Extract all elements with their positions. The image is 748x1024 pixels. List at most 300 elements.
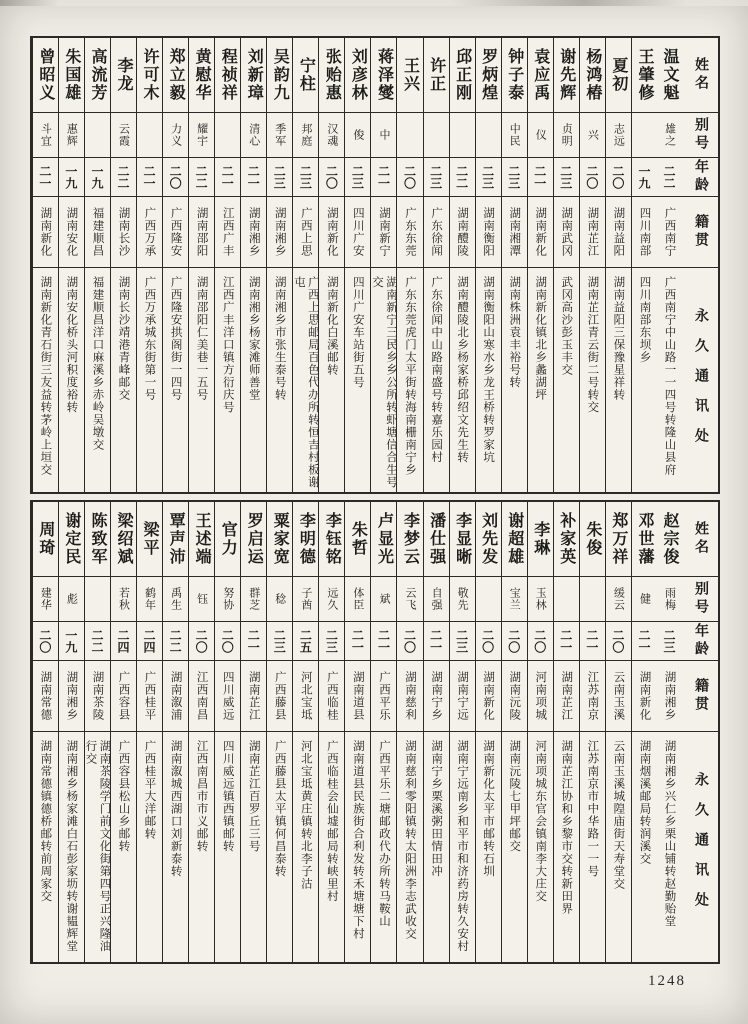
person-column [423, 502, 449, 962]
person-name: 许可木 [141, 48, 159, 102]
person-alias: 群芝 [241, 576, 266, 621]
header-origin-label: 籍贯 [682, 196, 718, 267]
person-address: 湖南新宁三民乡乡公所转虾塘信合生号交 [371, 267, 396, 492]
person-origin: 湖南新化 [476, 660, 501, 731]
person-age: 二四 [137, 621, 162, 660]
person-origin: 广东徐闻 [424, 196, 449, 267]
person-age: 二五 [293, 621, 318, 660]
person-name: 粟家宽 [271, 512, 289, 566]
page-number: 1248 [648, 973, 686, 989]
person-age: 二三 [345, 157, 370, 196]
person-column [657, 38, 682, 492]
person-column [188, 38, 214, 492]
person-name: 袁应禹 [531, 48, 549, 102]
person-name: 夏初 [609, 57, 627, 93]
person-name: 周琦 [36, 521, 54, 557]
person-origin: 湖南常德 [33, 660, 58, 731]
person-name: 覃声沛 [167, 512, 185, 566]
person-alias: 志远 [606, 112, 631, 157]
person-name: 刘新璋 [245, 48, 263, 102]
person-origin: 湖南芷江 [241, 660, 266, 731]
person-alias: 禹生 [163, 576, 188, 621]
person-origin: 湖南芷江 [554, 660, 579, 731]
person-alias: 彪 [59, 576, 84, 621]
person-age: 二〇 [33, 621, 58, 660]
person-age: 二三 [267, 157, 292, 196]
person-alias: 斗宜 [33, 112, 58, 157]
person-name: 罗启运 [245, 512, 263, 566]
person-age: 二三 [554, 157, 579, 196]
person-origin: 广西桂平 [137, 660, 162, 731]
person-alias [215, 112, 240, 157]
person-address: 河南项城东官会镇南李大庄交 [528, 731, 553, 962]
person-age: 二三 [319, 621, 344, 660]
person-address: 广西临桂会仙墟邮局转峡里村 [319, 731, 344, 962]
person-age: 二一 [528, 157, 553, 196]
person-address: 湖南宁乡栗溪粥田情田冲 [424, 731, 449, 962]
person-column [58, 38, 84, 492]
person-alias [85, 576, 110, 621]
person-age: 二三 [267, 621, 292, 660]
person-age: 二〇 [397, 157, 422, 196]
person-address: 广西容县松山乡邮转 [111, 731, 136, 962]
person-origin: 湖南安化 [59, 196, 84, 267]
person-column [553, 502, 579, 962]
person-name: 温文魁 [660, 48, 678, 102]
person-origin: 湖南湘潭 [502, 196, 527, 267]
person-address: 湖南溆城西湖口刘新泰转 [163, 731, 188, 962]
person-origin: 湖南长沙 [111, 196, 136, 267]
person-origin: 湖南湘乡 [241, 196, 266, 267]
person-age: 二〇 [163, 157, 188, 196]
person-age: 二〇 [476, 621, 501, 660]
person-column [344, 38, 370, 492]
person-address: 湖南安化桥头河积度裕转 [59, 267, 84, 492]
person-column [136, 502, 162, 962]
person-address: 广东徐闻中山路南盛号转嘉乐园村 [424, 267, 449, 492]
person-column [214, 502, 240, 962]
person-address: 湖南烟溪邮局转润溪交 [632, 731, 657, 962]
person-name: 朱国雄 [62, 48, 80, 102]
person-address: 广东东莞虎门太平街转海南栅南宁乡 [397, 267, 422, 492]
person-alias: 中 [371, 112, 396, 157]
header-alias-label: 别号 [682, 576, 718, 621]
person-column [318, 502, 344, 962]
person-address: 广西万承城东街第一号 [137, 267, 162, 492]
person-alias: 雨梅 [657, 576, 682, 621]
person-name: 李钰铭 [323, 512, 341, 566]
person-age: 一九 [59, 621, 84, 660]
person-name: 陈致军 [88, 512, 106, 566]
person-origin: 湖南新化 [528, 196, 553, 267]
person-origin: 湖南湘乡 [267, 196, 292, 267]
person-origin: 四川南部 [632, 196, 657, 267]
person-address: 湖南宁远南乡和平市和济药房转久安村 [450, 731, 475, 962]
person-alias: 玉林 [528, 576, 553, 621]
person-alias: 汉魂 [319, 112, 344, 157]
directory-table-upper [30, 36, 720, 494]
person-origin: 湖南邵阳 [189, 196, 214, 267]
person-column [579, 38, 605, 492]
person-column [396, 502, 422, 962]
person-name: 李龙 [115, 57, 132, 93]
person-alias: 兴 [580, 112, 605, 157]
person-age: 一九 [85, 157, 110, 196]
person-name: 谢超雄 [505, 512, 523, 566]
person-column [579, 502, 605, 962]
person-origin: 广西藤县 [267, 660, 292, 731]
person-origin: 广西隆安 [163, 196, 188, 267]
person-name: 曾昭义 [36, 48, 54, 102]
person-origin: 湖南益阳 [606, 196, 631, 267]
person-origin: 湖南湘乡 [657, 660, 682, 731]
person-origin: 河南项城 [528, 660, 553, 731]
person-address: 广西隆安拱阁街一四号 [163, 267, 188, 492]
person-column [344, 502, 370, 962]
person-address: 湖南株洲袁丰裕号转 [502, 267, 527, 492]
header-name-label: 姓名 [693, 57, 708, 93]
person-column [162, 502, 188, 962]
person-name: 王肇修 [635, 48, 653, 102]
person-column [370, 502, 396, 962]
person-column [240, 502, 266, 962]
person-alias: 健 [632, 576, 657, 621]
person-name: 郑万祥 [609, 512, 627, 566]
person-column [475, 38, 501, 492]
person-origin: 广西上思 [293, 196, 318, 267]
person-address: 湖南芷江协和乡黎市交转新田界 [554, 731, 579, 962]
person-origin: 河北宝坻 [293, 660, 318, 731]
header-alias-label: 别号 [682, 112, 718, 157]
person-alias: 稔 [267, 576, 292, 621]
row-header-column [682, 502, 718, 962]
person-age: 二一 [241, 621, 266, 660]
person-age: 二一 [424, 621, 449, 660]
person-column [553, 38, 579, 492]
person-name: 谢定民 [62, 512, 80, 566]
person-name: 钟子泰 [505, 48, 523, 102]
person-age: 二二 [657, 157, 682, 196]
person-address: 湖南慈利零阳镇转太阳洲李志武收交 [397, 731, 422, 962]
person-age: 二二 [189, 157, 214, 196]
person-age: 二〇 [502, 621, 527, 660]
person-address: 江苏南京市中华路一一号 [580, 731, 605, 962]
person-name: 王兴 [401, 57, 419, 93]
person-origin: 湖南新化 [33, 196, 58, 267]
person-origin: 湖南茶陵 [85, 660, 110, 731]
person-age: 二一 [241, 157, 266, 196]
person-origin: 湖南芷江 [580, 196, 605, 267]
person-alias [137, 112, 162, 157]
person-address: 湖南新化镇北乡蠡湖坪 [528, 267, 553, 492]
person-age: 二一 [345, 621, 370, 660]
header-origin-label: 籍贯 [682, 660, 718, 731]
person-address: 广西藤县太平镇何昌泰转 [267, 731, 292, 962]
person-origin: 四川威远 [215, 660, 240, 731]
person-age: 二二 [163, 621, 188, 660]
person-address: 湖南益阳三保豫星祥转 [606, 267, 631, 492]
person-name: 梁绍斌 [115, 512, 132, 566]
person-alias: 宝兰 [502, 576, 527, 621]
person-origin: 湖南醴陵 [450, 196, 475, 267]
person-address: 湖南邵阳仁美巷一五号 [189, 267, 214, 492]
person-column [292, 38, 318, 492]
person-age: 二二 [450, 157, 475, 196]
directory-table-lower [30, 500, 720, 964]
person-name: 罗炳煌 [479, 48, 497, 102]
person-address: 武冈高沙彭玉丰交 [554, 267, 579, 492]
person-alias: 自强 [424, 576, 449, 621]
person-column [657, 502, 682, 962]
person-address: 湖南湘乡兴仁乡栗山铺转赵勤贻堂 [657, 731, 682, 962]
person-age: 二一 [632, 621, 657, 660]
person-address: 四川威远镇西镇邮转 [215, 731, 240, 962]
person-address: 江西南昌市市义邮转 [189, 731, 214, 962]
person-name: 程祯祥 [219, 48, 237, 102]
person-column [631, 38, 657, 492]
person-alias: 清心 [241, 112, 266, 157]
person-origin: 湖南武冈 [554, 196, 579, 267]
person-age: 二一 [215, 157, 240, 196]
person-alias [397, 112, 422, 157]
person-origin: 广西容县 [111, 660, 136, 731]
person-name: 刘彦林 [349, 48, 367, 102]
person-name: 梁平 [141, 521, 159, 557]
person-name: 卢显光 [375, 512, 393, 566]
person-alias: 云霞 [111, 112, 136, 157]
person-origin: 福建顺昌 [85, 196, 110, 267]
person-address: 湖南道县民族街合利发转禾塘塘下村 [345, 731, 370, 962]
person-alias [476, 576, 501, 621]
person-column [527, 502, 553, 962]
header-age-label: 年龄 [682, 621, 718, 660]
person-alias: 斌 [371, 576, 396, 621]
person-origin: 江西广丰 [215, 196, 240, 267]
person-alias: 俊 [345, 112, 370, 157]
person-origin: 广西南宁 [657, 196, 682, 267]
person-age: 二三 [293, 157, 318, 196]
person-address: 广西平乐二塘邮政代办所转马鞍山 [371, 731, 396, 962]
person-alias [580, 576, 605, 621]
person-alias: 贞明 [554, 112, 579, 157]
person-name: 宁柱 [297, 57, 315, 93]
person-name: 高流芳 [88, 48, 106, 102]
person-alias [632, 112, 657, 157]
person-age: 二〇 [319, 157, 344, 196]
person-alias [450, 112, 475, 157]
person-address: 河北宝坻黄庄镇转北李子沽 [293, 731, 318, 962]
person-alias: 季军 [267, 112, 292, 157]
person-column [501, 502, 527, 962]
person-address: 广西南宁中山路一一四号转隆山县府 [657, 267, 682, 492]
person-origin: 云南玉溪 [606, 660, 631, 731]
person-age: 二〇 [528, 621, 553, 660]
person-address: 湖南茶陵学门前文化街第四号正兴隆油行交 [85, 731, 110, 962]
person-column [292, 502, 318, 962]
person-age: 一九 [632, 157, 657, 196]
person-alias: 鹤年 [137, 576, 162, 621]
person-origin: 湖南沅陵 [502, 660, 527, 731]
person-origin: 广西临桂 [319, 660, 344, 731]
person-address: 云南玉溪城隍庙街天寿堂交 [606, 731, 631, 962]
person-address: 四川广安车站街五号 [345, 267, 370, 492]
person-name: 李梦云 [401, 512, 419, 566]
person-origin: 江苏南京 [580, 660, 605, 731]
person-address: 湖南新化太平市邮转石圳 [476, 731, 501, 962]
person-origin: 湖南溆浦 [163, 660, 188, 731]
person-name: 李琳 [531, 521, 549, 557]
person-alias [85, 112, 110, 157]
person-column [58, 502, 84, 962]
person-alias: 力义 [163, 112, 188, 157]
person-origin: 湖南宁远 [450, 660, 475, 731]
person-address: 湖南常德镇德桥邮转前周家交 [33, 731, 58, 962]
person-origin: 江西南昌 [189, 660, 214, 731]
person-address: 湖南芷江百罗丘三号 [241, 731, 266, 962]
person-address: 湖南湘乡杨家滩师善堂 [241, 267, 266, 492]
person-origin: 湖南新化 [632, 660, 657, 731]
person-name: 谢先辉 [557, 48, 575, 102]
person-age: 二三 [450, 621, 475, 660]
person-name: 张贻惠 [323, 48, 341, 102]
header-age-label: 年龄 [682, 157, 718, 196]
person-alias [476, 112, 501, 157]
person-column [423, 38, 449, 492]
person-origin: 湖南宁乡 [424, 660, 449, 731]
person-column [266, 38, 292, 492]
person-address: 福建顺昌洋口麻溪乡赤岭吴墩交 [85, 267, 110, 492]
person-address: 湖南湘乡杨家滩白石彭家坜转谢韫辉堂 [59, 731, 84, 962]
person-name: 黄慰华 [193, 48, 211, 102]
person-name: 刘先发 [479, 512, 497, 566]
person-address: 广西上思邮局百色代办所转恒吉村板谢屯 [293, 267, 318, 492]
person-name: 邱正刚 [453, 48, 471, 102]
person-name: 官力 [219, 521, 237, 557]
person-age: 二三 [502, 157, 527, 196]
person-age: 二一 [580, 621, 605, 660]
person-age: 二一 [371, 621, 396, 660]
person-column [32, 38, 58, 492]
person-name: 李显晰 [453, 512, 471, 566]
person-alias: 敬先 [450, 576, 475, 621]
person-alias: 惠辉 [59, 112, 84, 157]
person-address: 广西桂平大洋邮转 [137, 731, 162, 962]
person-age: 二〇 [606, 621, 631, 660]
person-age: 二三 [657, 621, 682, 660]
person-column [84, 502, 110, 962]
person-column [214, 38, 240, 492]
person-origin: 湖南湘乡 [59, 660, 84, 731]
person-age: 二一 [33, 157, 58, 196]
person-age: 二〇 [606, 157, 631, 196]
person-alias: 中民 [502, 112, 527, 157]
person-name: 邓世藩 [635, 512, 653, 566]
person-alias: 缓云 [606, 576, 631, 621]
person-alias: 子酋 [293, 576, 318, 621]
person-address: 湖南芷江青云街二号转交 [580, 267, 605, 492]
person-address: 湖南新化青石街三友益转茅岭上垣交 [33, 267, 58, 492]
person-age: 一九 [59, 157, 84, 196]
person-age: 二〇 [189, 621, 214, 660]
person-address: 江西广丰洋口镇方衍庆号 [215, 267, 240, 492]
person-name: 李明德 [297, 512, 315, 566]
person-column [110, 502, 136, 962]
person-origin: 湖南慈利 [397, 660, 422, 731]
person-alias: 耀宇 [189, 112, 214, 157]
person-origin: 四川广安 [345, 196, 370, 267]
person-column [396, 38, 422, 492]
person-age: 二二 [111, 157, 136, 196]
person-age: 二二 [85, 621, 110, 660]
person-age: 二一 [137, 157, 162, 196]
person-alias [554, 576, 579, 621]
person-name: 王述端 [193, 512, 211, 566]
person-address: 湖南醴陵北乡杨家桥邱绍文先生转 [450, 267, 475, 492]
person-column [605, 38, 631, 492]
person-column [188, 502, 214, 962]
person-name: 补家英 [557, 512, 575, 566]
person-column [162, 38, 188, 492]
person-age: 二〇 [397, 621, 422, 660]
person-alias: 雄之 [657, 112, 682, 157]
person-origin: 湖南道县 [345, 660, 370, 731]
person-name: 吴韵九 [271, 48, 289, 102]
person-name: 赵宗俊 [660, 512, 678, 566]
person-address: 四川南部东坝乡 [632, 267, 657, 492]
person-alias: 邦庭 [293, 112, 318, 157]
row-header-column [682, 38, 718, 492]
person-address: 湖南新化白溪邮转 [319, 267, 344, 492]
person-column [318, 38, 344, 492]
person-column [501, 38, 527, 492]
person-name: 朱俊 [583, 521, 601, 557]
person-column [475, 502, 501, 962]
person-column [240, 38, 266, 492]
person-origin: 广东东莞 [397, 196, 422, 267]
person-address: 湖南沅陵七甲坪邮交 [502, 731, 527, 962]
person-age: 二一 [371, 157, 396, 196]
person-column [266, 502, 292, 962]
person-age: 二〇 [580, 157, 605, 196]
person-alias: 钰 [189, 576, 214, 621]
person-age: 二四 [111, 621, 136, 660]
person-column [32, 502, 58, 962]
person-name: 许正 [427, 57, 445, 93]
person-alias: 努协 [215, 576, 240, 621]
person-column [631, 502, 657, 962]
person-column [449, 38, 475, 492]
header-address-label: 永久通讯处 [682, 267, 718, 492]
person-column [605, 502, 631, 962]
person-age: 二〇 [215, 621, 240, 660]
header-address-label: 永久通讯处 [682, 731, 718, 962]
person-name: 潘仕强 [427, 512, 445, 566]
person-origin: 湖南新化 [319, 196, 344, 267]
person-column [136, 38, 162, 492]
person-name: 朱哲 [349, 521, 367, 557]
person-name: 蒋泽燮 [375, 48, 393, 102]
person-name: 郑立毅 [167, 48, 185, 102]
person-age: 二三 [476, 157, 501, 196]
person-alias [424, 112, 449, 157]
person-column [527, 38, 553, 492]
person-column [84, 38, 110, 492]
scan-artifact-top-edge [0, 0, 748, 6]
person-origin: 广西万承 [137, 196, 162, 267]
person-column [370, 38, 396, 492]
person-alias: 云飞 [397, 576, 422, 621]
person-alias: 远久 [319, 576, 344, 621]
